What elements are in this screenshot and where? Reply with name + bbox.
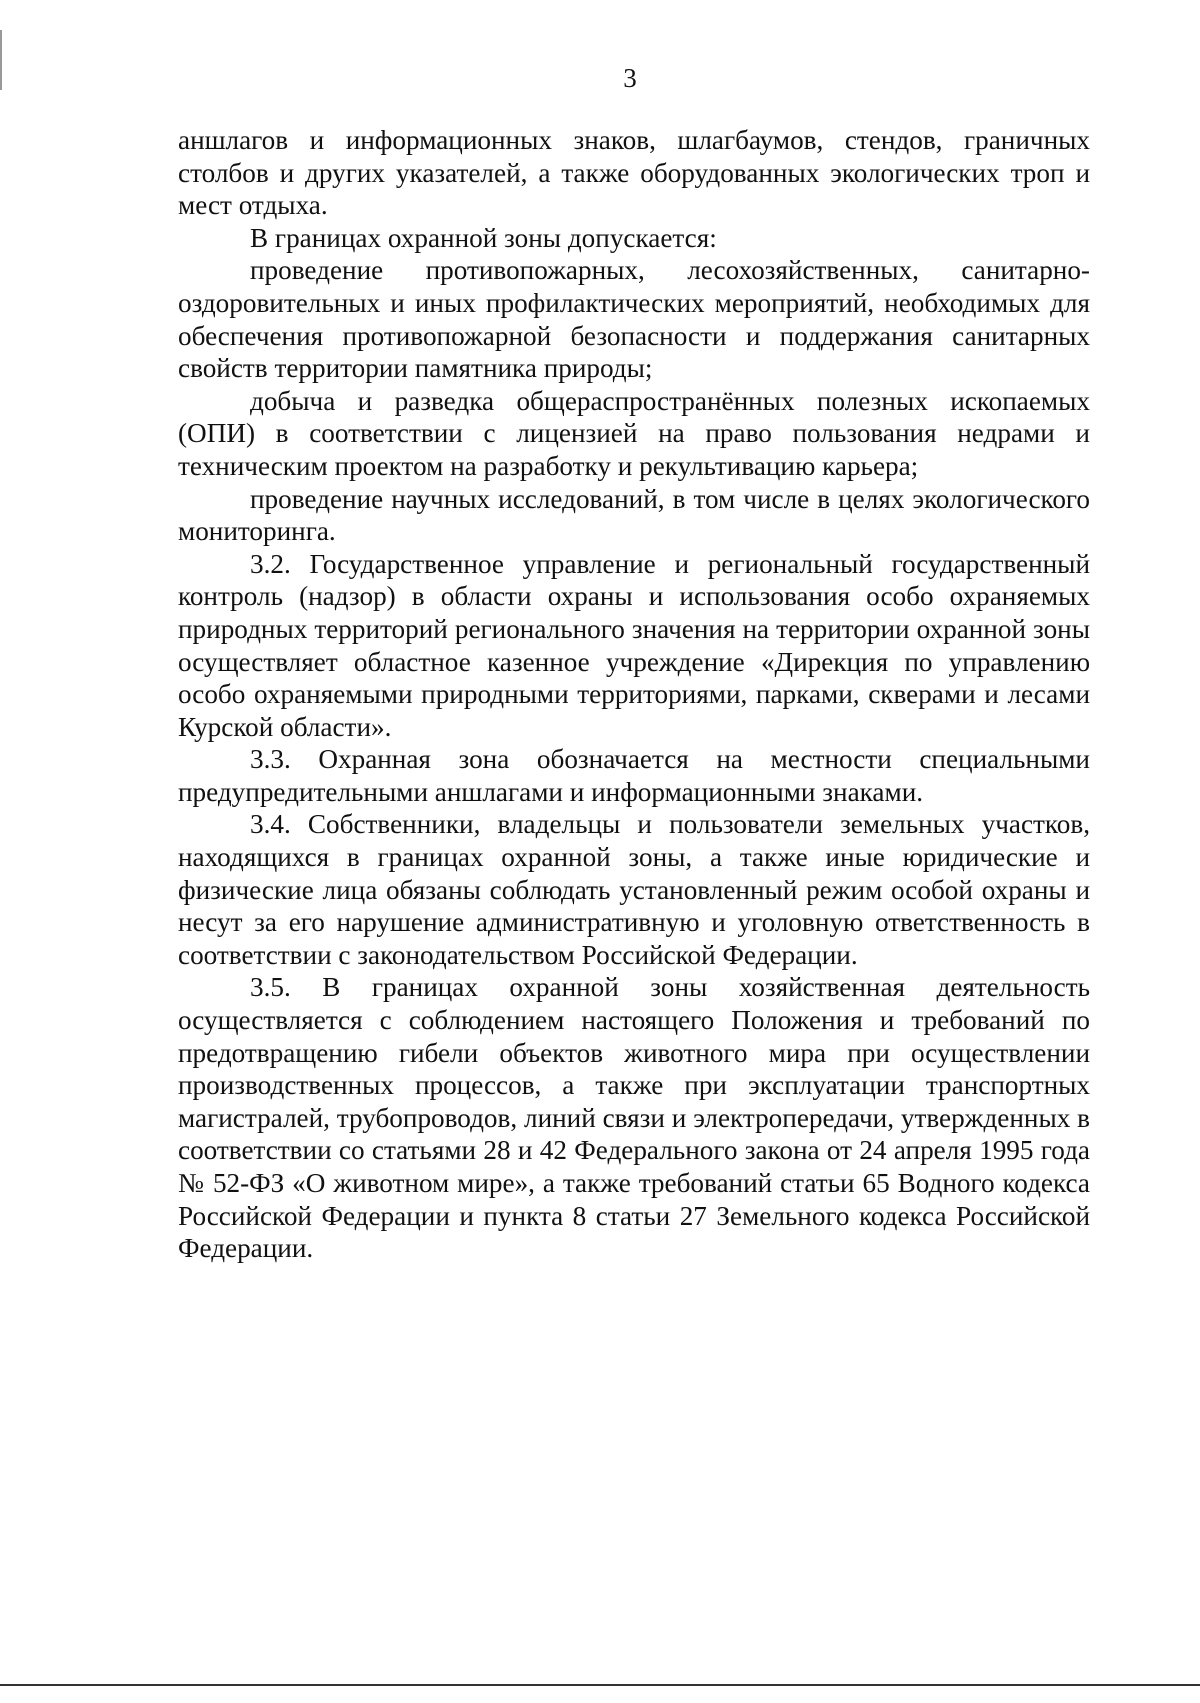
- paragraph-3-2: 3.2. Государственное управление и региональный государственный контроль (надзор) в области охраны и использования особо охраняемых природных территорий регионального значения на территории охранной зоны осуществляет областное казенное учреждение «Дирекция по управлению особо охраняемыми природными территориями, парками, скверами и лесами Курской области».: [178, 548, 1090, 742]
- scan-bottom-edge: [0, 1684, 1200, 1686]
- paragraph-permitted-intro: В границах охранной зоны допускается:: [250, 222, 717, 253]
- paragraph-3-5: 3.5. В границах охранной зоны хозяйственная деятельность осуществляется с соблюдением настоящего Положения и требований по предотвращению гибели объектов животного мира при осуществлении производственных процессов, а также при эксплуатации транспортных магистралей, трубопроводов, линий связи и электропередачи, утвержденных в соответствии со статьями 28 и 42 Федерального закона от 24 апреля 1995 года № 52-ФЗ «О животном мире», а также требований статьи 65 Водного кодекса Российской Федерации и пункта 8 статьи 27 Земельного кодекса Российской Федерации.: [178, 972, 1090, 1264]
- paragraph-mining: добыча и разведка общераспространённых полезных ископаемых (ОПИ) в соответствии с лицензией на право пользования недрами и техническим проектом на разработку и рекультивацию карьера;: [178, 385, 1090, 481]
- paragraph-3-3: 3.3. Охранная зона обозначается на местности специальными предупредительными аншлагами и информационными знаками.: [178, 744, 1090, 807]
- paragraph-research: проведение научных исследований, в том числе в целях экологического мониторинга.: [178, 483, 1090, 547]
- paragraph-fire-prevention: проведение противопожарных, лесохозяйственных, санитарно-оздоровительных и иных профилактических мероприятий, необходимых для обеспечения противопожарной безопасности и поддержания санитарных свойств территории памятника природы;: [178, 255, 1090, 384]
- paragraph-3-4: 3.4. Собственники, владельцы и пользователи земельных участков, находящихся в границах охранной зоны, а также иные юридические и физические лица обязаны соблюдать установленный режим особой охраны и несут за его нарушение административную и уголовную ответственность в соответствии с законодательством Российской Федерации.: [178, 809, 1090, 970]
- document-body: [178, 124, 1090, 1265]
- paragraph-continuation: аншлагов и информационных знаков, шлагбаумов, стендов, граничных столбов и других указателей, а также оборудованных экологических троп и мест отдыха.: [178, 125, 1090, 221]
- page-number: 3: [623, 63, 637, 93]
